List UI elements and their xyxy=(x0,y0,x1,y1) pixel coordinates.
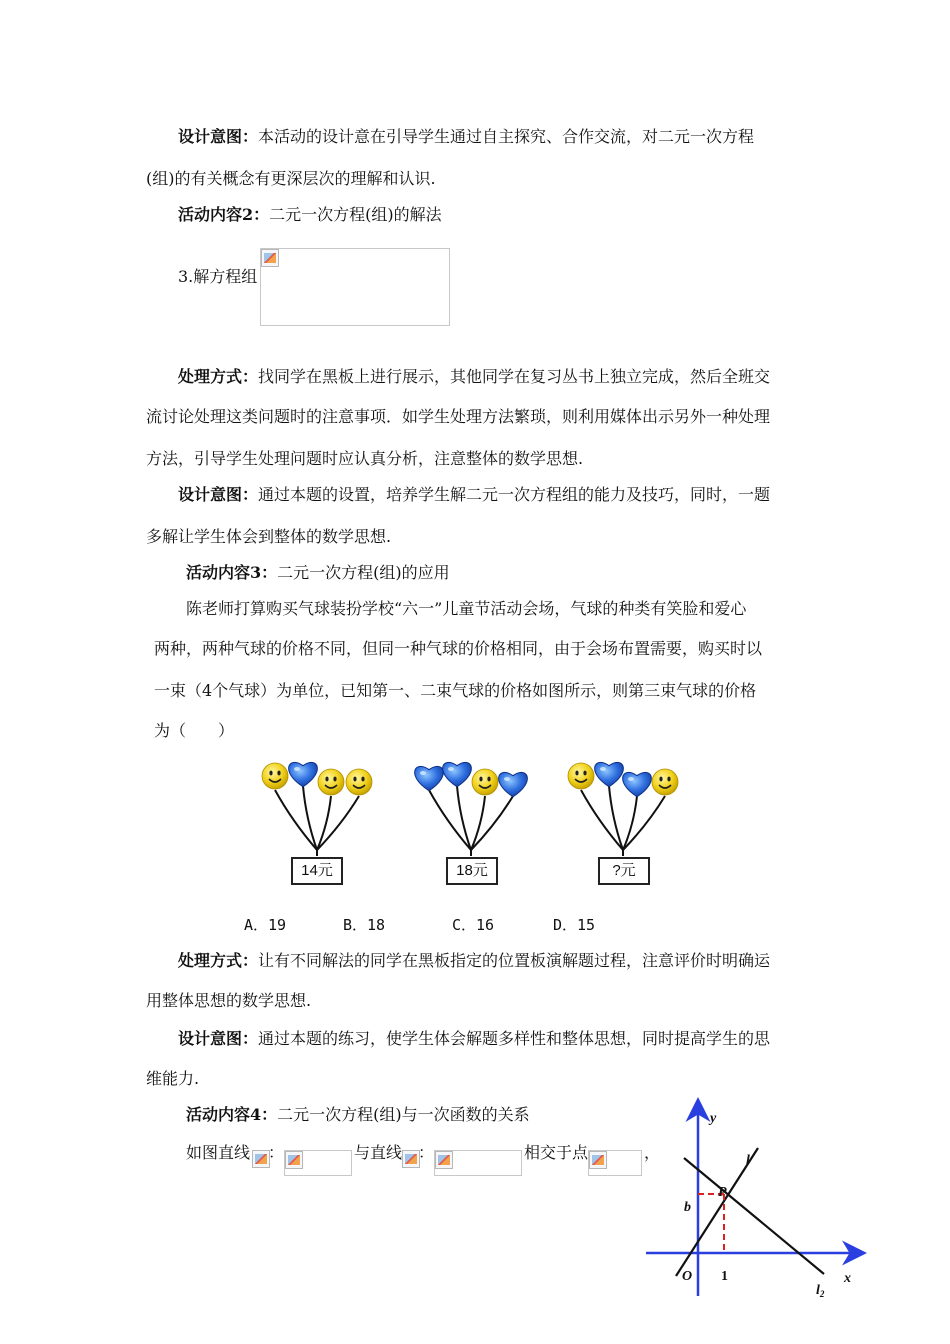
intent-paragraph-2-line-1 xyxy=(178,484,770,506)
question-4-part-3: 相交于点 xyxy=(524,1143,589,1162)
question-4-colon-2: ： xyxy=(418,1143,435,1162)
heart-balloon-icon xyxy=(595,762,624,786)
intent-paragraph-1-line-2: (组)的有关概念有更深层次的理解和认识. xyxy=(146,169,436,188)
l2-letter: l xyxy=(816,1283,820,1298)
smiley-balloon-icon xyxy=(262,763,288,789)
x-axis-label: x xyxy=(844,1271,851,1286)
heart-highlight xyxy=(504,777,510,781)
smiley-eye xyxy=(575,771,578,776)
line-l2 xyxy=(684,1158,824,1274)
p-label: P xyxy=(718,1185,727,1200)
l1-letter: l xyxy=(746,1153,750,1168)
activity-4-title: 二元一次方程(组)与一次函数的关系 xyxy=(277,1105,530,1124)
method-text: 让有不同解法的同学在黑板指定的位置板演解题过程，注意评价时明确运 xyxy=(258,951,771,970)
heart-balloon-icon xyxy=(443,762,472,786)
smiley-balloon-icon xyxy=(346,769,372,795)
intent-paragraph-3-line-1 xyxy=(178,1028,770,1050)
question-4-part-2: 与直线 xyxy=(354,1143,403,1162)
method-label: 处理方式： xyxy=(178,367,259,386)
heart-balloon-icon xyxy=(415,766,444,790)
l1-equation-image xyxy=(284,1150,352,1176)
smiley-balloon-icon xyxy=(318,769,344,795)
balloon-bunch xyxy=(415,762,528,856)
balloon-string xyxy=(275,790,317,850)
balloon-string xyxy=(581,790,623,850)
method-label: 处理方式： xyxy=(178,951,259,970)
activity-3-label: 活动内容3： xyxy=(186,563,278,582)
smiley-eye xyxy=(353,777,356,782)
l1-label xyxy=(746,1153,750,1168)
smiley-eye xyxy=(269,771,272,776)
activity-3-heading xyxy=(186,562,450,584)
balloon-string xyxy=(429,790,471,850)
bunch-3-price: ?元 xyxy=(598,857,650,885)
method-paragraph-2-line-2: 用整体思想的数学思想. xyxy=(146,991,312,1010)
smiley-eye xyxy=(479,777,482,782)
heart-balloon-icon xyxy=(289,762,318,786)
balloon-string xyxy=(471,796,513,850)
intent-label: 设计意图： xyxy=(178,485,259,504)
smiley-eye xyxy=(361,777,364,782)
heart-highlight xyxy=(600,767,606,771)
bunch-1-price: 14元 xyxy=(291,857,343,885)
intent-text: 通过本题的设置，培养学生解二元一次方程组的能力及技巧，同时，一题 xyxy=(258,485,771,504)
problem-line-1: 陈老师打算购买气球装扮学校“六一”儿童节活动会场，气球的种类有笑脸和爱心 xyxy=(186,599,747,618)
smiley-eye xyxy=(583,771,586,776)
activity-4-label: 活动内容4： xyxy=(186,1105,278,1124)
one-label: 1 xyxy=(721,1269,728,1284)
l2-equation-image xyxy=(434,1150,522,1176)
l2-label xyxy=(816,1283,825,1299)
question-3-text: 3.解方程组 xyxy=(178,267,258,286)
smiley-balloon-icon xyxy=(652,769,678,795)
intent-label: 设计意图： xyxy=(178,127,259,146)
intent-paragraph-3-line-2: 维能力. xyxy=(146,1069,200,1088)
smiley-eye xyxy=(277,771,280,776)
bunch-2-price: 18元 xyxy=(446,857,498,885)
balloon-string xyxy=(623,796,665,850)
question-4-part-1: 如图直线 xyxy=(186,1143,251,1162)
choice-b[interactable]: B．18 xyxy=(343,916,386,934)
problem-line-2: 两种，两种气球的价格不同，但同一种气球的价格相同，由于会场布置需要，购买时以 xyxy=(154,639,763,658)
method-paragraph-1-line-1 xyxy=(178,366,770,388)
broken-image-icon xyxy=(285,1151,303,1169)
choice-c[interactable]: C．16 xyxy=(452,916,495,934)
method-paragraph-1-line-3: 方法，引导学生处理问题时应认真分析，注意整体的数学思想. xyxy=(146,449,584,468)
question-4-comma: ， xyxy=(644,1143,661,1162)
heart-balloon-icon xyxy=(623,772,652,796)
equation-system-image xyxy=(260,248,450,326)
activity-2-label: 活动内容2： xyxy=(178,205,270,224)
heart-highlight xyxy=(294,767,300,771)
coordinate-graph xyxy=(640,1096,870,1304)
heart-highlight xyxy=(448,767,454,771)
activity-4-heading xyxy=(186,1104,530,1126)
choice-d[interactable]: D．15 xyxy=(553,916,596,934)
balloon-bunch xyxy=(262,762,372,856)
activity-2-heading xyxy=(178,204,442,226)
heart-highlight xyxy=(628,777,634,781)
heart-highlight xyxy=(420,771,426,775)
balloon-bunch xyxy=(568,762,678,856)
balloon-string xyxy=(317,796,359,850)
activity-3-title: 二元一次方程(组)的应用 xyxy=(277,563,450,582)
intent-text: 通过本题的练习，使学生体会解题多样性和整体思想，同时提高学生的思 xyxy=(258,1029,771,1048)
smiley-eye xyxy=(667,777,670,782)
intent-paragraph-2-line-2: 多解让学生体会到整体的数学思想. xyxy=(146,527,392,546)
smiley-balloon-icon xyxy=(568,763,594,789)
origin-label: O xyxy=(682,1269,693,1284)
smiley-eye xyxy=(659,777,662,782)
smiley-eye xyxy=(487,777,490,782)
choice-a[interactable]: A．19 xyxy=(244,916,287,934)
broken-image-icon xyxy=(261,249,279,267)
intent-label: 设计意图： xyxy=(178,1029,259,1048)
broken-image-icon xyxy=(589,1151,607,1169)
graph-svg xyxy=(640,1096,870,1304)
method-paragraph-1-line-2: 流讨论处理这类问题时的注意事项．如学生处理方法繁琐，则利用媒体出示另外一种处理 xyxy=(146,407,771,426)
l2-subscript: 2 xyxy=(819,1289,825,1299)
smiley-balloon-icon xyxy=(472,769,498,795)
heart-balloon-icon xyxy=(499,772,528,796)
question-4-colon-1: ： xyxy=(268,1143,285,1162)
method-paragraph-2-line-1 xyxy=(178,950,770,972)
intent-text: 本活动的设计意在引导学生通过自主探究、合作交流，对二元一次方程 xyxy=(258,127,755,146)
broken-image-icon xyxy=(435,1151,453,1169)
intent-paragraph-1-line-1 xyxy=(178,126,754,148)
problem-line-4: 为（ ） xyxy=(154,721,235,740)
y-axis-label: y xyxy=(710,1111,717,1126)
smiley-eye xyxy=(333,777,336,782)
smiley-eye xyxy=(325,777,328,782)
activity-2-title: 二元一次方程(组)的解法 xyxy=(269,205,442,224)
b-label: b xyxy=(684,1200,691,1215)
method-text: 找同学在黑板上进行展示，其他同学在复习丛书上独立完成，然后全班交 xyxy=(258,367,771,386)
problem-line-3: 一束（4个气球）为单位，已知第一、二束气球的价格如图所示，则第三束气球的价格 xyxy=(154,681,757,700)
point-p-image xyxy=(588,1150,642,1176)
